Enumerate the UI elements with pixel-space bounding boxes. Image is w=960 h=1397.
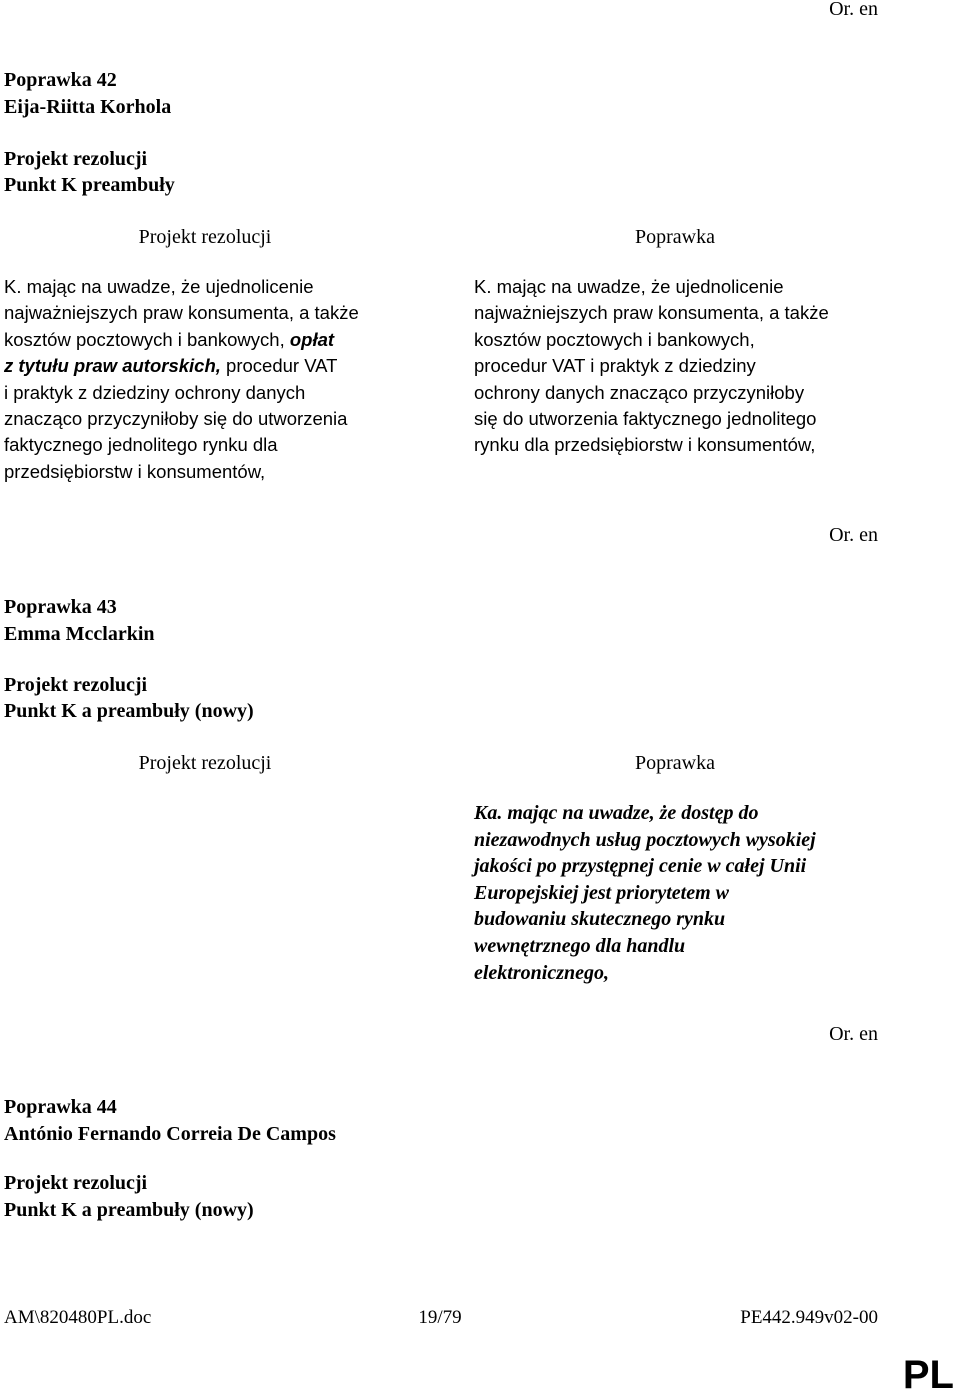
inserted-text: niezawodnych usług pocztowych wysokiej <box>474 828 816 851</box>
text-line <box>474 827 816 854</box>
inserted-text: Ka. mając na uwadze, że dostęp do <box>474 802 759 824</box>
text-line <box>474 406 829 432</box>
text-line <box>4 459 359 485</box>
left-column-header: Projekt rezolucji <box>138 226 272 248</box>
text-line <box>474 300 829 326</box>
amendment-author: Eija-Riitta Korhola <box>4 96 172 118</box>
footer-page-number: 19/79 <box>418 1307 462 1328</box>
text-line <box>474 327 829 353</box>
left-column-header: Projekt rezolucji <box>138 752 272 774</box>
amendment-target: Punkt K preambuły <box>4 174 175 196</box>
footer-doc-ref: AM\820480PL.doc <box>4 1307 152 1328</box>
text-line <box>474 380 829 406</box>
text-run: najważniejszych praw konsumenta, a także <box>474 302 829 324</box>
text-line <box>474 274 829 300</box>
text-run: i praktyk z dziedziny ochrony danych <box>4 381 306 403</box>
text-run: K. mając na uwadze, że ujednolicenie <box>474 276 784 297</box>
text-line <box>4 406 359 432</box>
text-run: najważniejszych praw konsumenta, a także <box>4 302 359 324</box>
text-run: ochrony danych znacząco przyczyniłoby <box>474 381 805 403</box>
amendment-title: Poprawka 42 <box>4 69 117 91</box>
amendment-target: Punkt K a preambuły (nowy) <box>4 1199 254 1221</box>
text-line <box>474 960 816 987</box>
inserted-text: wewnętrznego dla handlu <box>474 934 686 957</box>
document-type: Projekt rezolucji <box>4 148 148 170</box>
footer-pe-ref: PE442.949v02-00 <box>740 1307 878 1328</box>
text-line <box>4 432 359 458</box>
text-run: faktycznego jednolitego rynku dla <box>4 434 278 456</box>
text-line <box>474 880 816 907</box>
left-column-text <box>4 274 359 485</box>
text-line <box>4 274 359 300</box>
language-badge: PL <box>902 1353 954 1397</box>
amendment-target: Punkt K a preambuły (nowy) <box>4 700 254 722</box>
right-column-text <box>474 800 816 986</box>
original-language-label: Or. en <box>829 1023 878 1045</box>
amendment-title: Poprawka 43 <box>4 596 117 618</box>
text-line <box>474 353 829 379</box>
text-line <box>4 327 359 353</box>
text-run: kosztów pocztowych i bankowych, <box>474 328 755 350</box>
text-run: kosztów pocztowych i bankowych, <box>4 328 290 350</box>
right-column-header: Poprawka <box>635 226 715 248</box>
right-column-text <box>474 274 829 459</box>
text-line <box>4 380 359 406</box>
amendment-title: Poprawka 44 <box>4 1096 117 1118</box>
text-line <box>4 353 359 379</box>
inserted-text: z tytułu praw autorskich, <box>4 355 221 377</box>
amendment-author: Emma Mcclarkin <box>4 623 155 645</box>
amendment-author: António Fernando Correia De Campos <box>4 1123 336 1145</box>
inserted-text: budowaniu skutecznego rynku <box>474 908 726 931</box>
original-language-label: Or. en <box>829 524 878 546</box>
text-run: K. mając na uwadze, że ujednolicenie <box>4 276 314 297</box>
text-line <box>474 906 816 933</box>
right-column-header: Poprawka <box>635 752 715 774</box>
inserted-text: opłat <box>289 328 335 350</box>
text-run: rynku dla przedsiębiorstw i konsumentów, <box>474 434 816 456</box>
text-line <box>4 300 359 326</box>
text-run: procedur VAT <box>220 355 338 377</box>
text-run: przedsiębiorstw i konsumentów, <box>4 460 266 482</box>
text-line <box>474 853 816 880</box>
text-run: się do utworzenia faktycznego jednolitego <box>474 408 817 430</box>
original-language-label: Or. en <box>829 0 878 20</box>
inserted-text: jakości po przystępnej cenie w całej Unii <box>474 855 807 878</box>
text-line <box>474 800 816 827</box>
text-line <box>474 432 829 458</box>
inserted-text: Europejskiej jest priorytetem w <box>474 881 729 904</box>
document-type: Projekt rezolucji <box>4 674 148 696</box>
text-line <box>474 933 816 960</box>
document-type: Projekt rezolucji <box>4 1172 148 1194</box>
inserted-text: elektronicznego, <box>474 961 609 984</box>
text-run: procedur VAT i praktyk z dziedziny <box>474 355 756 377</box>
text-run: znacząco przyczyniłoby się do utworzenia <box>4 408 348 430</box>
